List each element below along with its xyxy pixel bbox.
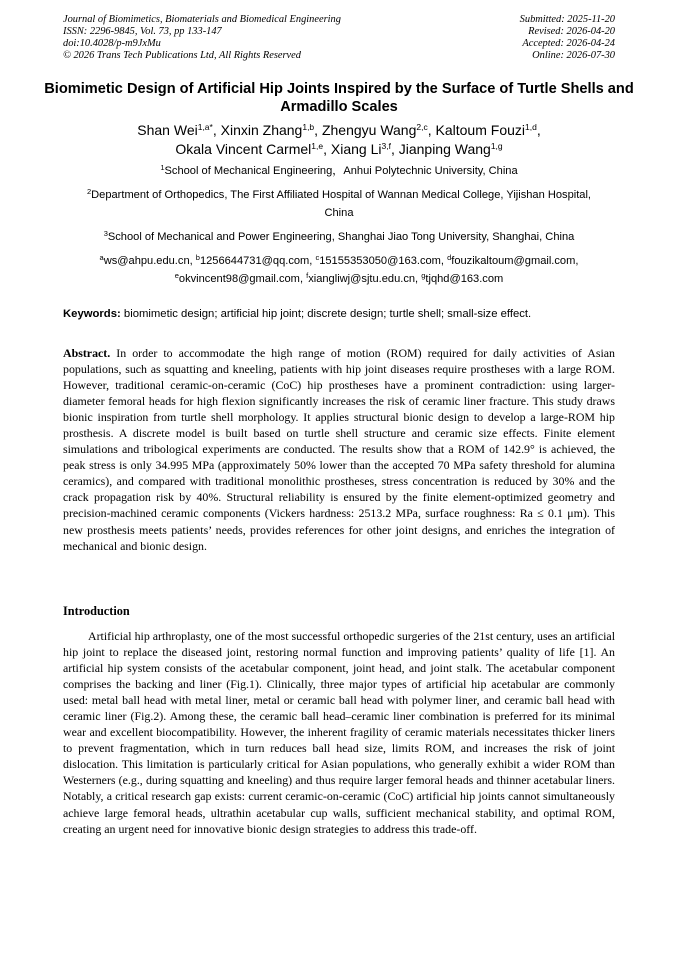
email-link[interactable]: $^c$15155353050@163.com: [315, 253, 441, 267]
affiliation: $^3$School of Mechanical and Power Engineering, Shanghai Jiao Tong University, Shanghai, China: [103, 229, 575, 243]
copyright-notice: © 2026 Trans Tech Publications Ltd, All Rights Reserved: [63, 50, 301, 61]
email-list: $^a$ws@ahpu.edu.cn, $^b$1256644731@qq.com, $^c$15155353050@163.com, $^d$fouzikaltoum@gmail.com, $^e$okvincent98@gmail.com, $^f$xiangliwj@sjtu.edu.cn, $^g$tjqhd@163.com: [99, 253, 579, 285]
doi-link[interactable]: doi:10.4028/p-m9JxMu: [63, 38, 161, 49]
meta-row: [63, 26, 615, 38]
meta-row: [63, 38, 615, 50]
abstract-text: In order to accommodate the high range of motion (ROM) required for daily activities of Asian populations, such as squatting and kneeling, patients with hip joint diseases require prostheses with a large ROM. However, traditional ceramic-on-ceramic (CoC) hip prostheses have a prominent contradiction: using larger-diameter femoral heads for high flexion significantly increases the risk of ceramic liner fracture. This study draws bionic inspiration from turtle shell morphology. It applies structural bionic design to develop a large-ROM hip prosthesis. A discrete model is built based on turtle shell structure and ceramic size effects. Finite element simulations and tribological experiments are conducted. The results show that a ROM of 142.9° is achieved, the peak stress is only 34.995 MPa (approximately 50% lower than the accepted 70 MPa safety threshold for alumina ceramics), and compared with traditional monolithic prostheses, stress concentration is reduced by 30% and the crack propagation risk by 40%. Structural reliability is ensured by the finite element-optimized geometry and precision-machined ceramic components (Vickers hardness: 2513.2 MPa, surface roughness: Ra ≤ 0.1 μm). This new prosthesis meets patients’ needs, provides references for other joint designs, and enriches the integration of mechanical and bionic design.: [63, 346, 615, 553]
abstract-paragraph: [63, 345, 615, 554]
author: Zhengyu Wang$^{2,c}$,: [321, 122, 436, 138]
author-list: [30, 121, 648, 159]
email-link[interactable]: $^e$okvincent98@gmail.com: [174, 270, 300, 285]
revised-date: Revised: 2026-04-20: [528, 26, 615, 37]
email-link[interactable]: $^a$ws@ahpu.edu.cn: [99, 253, 190, 267]
author: Shan Wei$^{1,a*}$,: [137, 122, 221, 138]
keywords-line: [63, 306, 615, 322]
keywords-label: Keywords:: [63, 308, 121, 320]
meta-row: [63, 50, 615, 62]
author: Kaltoum Fouzi$^{1,d}$,: [435, 122, 541, 138]
journal-name: Journal of Biomimetics, Biomaterials and Biomedical Engineering: [63, 14, 341, 25]
journal-meta-header: [63, 14, 615, 62]
author: Xinxin Zhang$^{1,b}$,: [220, 122, 322, 138]
affiliation: $^2$Department of Orthopedics, The First Affiliated Hospital of Wannan Medical College, Yijishan Hospital, China: [86, 187, 592, 219]
email-link[interactable]: $^f$xiangliwj@sjtu.edu.cn: [306, 270, 416, 285]
accepted-date: Accepted: 2026-04-24: [522, 38, 615, 49]
email-link[interactable]: $^g$tjqhd@163.com: [421, 270, 504, 285]
issn-info: ISSN: 2296-9845, Vol. 73, pp 133-147: [63, 26, 222, 37]
author: Xiang Li$^{3,f}$,: [330, 141, 399, 157]
introduction-paragraph: Artificial hip arthroplasty, one of the most successful orthopedic surgeries of the 21st century, uses an artificial hip joint to replace the diseased joint, restoring normal function and improving patients’ quality of life [1]. An artificial hip system consists of the acetabular component, joint head, and joint stalk. The acetabular component comprises the backing and liner (Fig.1). Clinically, three major types of artificial hip acetabular are commonly used: metal ball head with metal liner, metal or ceramic ball head with polymer liner, and ceramic ball head with ceramic liner (Fig.2). Among these, the ceramic ball head–ceramic liner combination is preferred for its minimal wear and excellent biocompatibility. However, the inherent fragility of ceramic materials necessitates thicker liners to prevent fragmentation, which in turn reduces ball head size, limits ROM, and increases the risk of joint dislocation. This limitation is particularly critical for Asian populations, who generally exhibit a wider ROM than Westerners (e.g., during squatting and kneeling) and thus require larger femoral heads and thinner acetabular liners. Notably, a critical research gap exists: current ceramic-on-ceramic (CoC) artificial hip joints cannot simultaneously achieve large femoral heads, ultrathin acetabular cup walls, sufficient mechanical stability, and optimal ROM, creating an urgent need for innovative bionic design strategies to address this trade-off.: [63, 629, 615, 836]
abstract-label: Abstract.: [63, 346, 111, 360]
meta-row: [63, 14, 615, 26]
paper-title: Biomimetic Design of Artificial Hip Joints Inspired by the Surface of Turtle Shells and Armadillo Scales: [44, 81, 634, 115]
author: Jianping Wang$^{1,g}$: [398, 141, 503, 157]
introduction-heading: Introduction: [63, 604, 130, 618]
email-link[interactable]: $^d$fouzikaltoum@gmail.com: [447, 253, 576, 267]
affiliation: $^1$School of Mechanical Engineering，Anhui Polytechnic University, China: [160, 163, 518, 177]
submitted-date: Submitted: 2025-11-20: [519, 14, 615, 25]
online-date: Online: 2026-07-30: [532, 50, 615, 61]
email-link[interactable]: $^b$1256644731@qq.com: [195, 253, 310, 267]
author: Okala Vincent Carmel$^{1,e}$,: [175, 141, 331, 157]
keywords-text: biomimetic design; artificial hip joint; discrete design; turtle shell; small-size effect.: [123, 308, 532, 320]
